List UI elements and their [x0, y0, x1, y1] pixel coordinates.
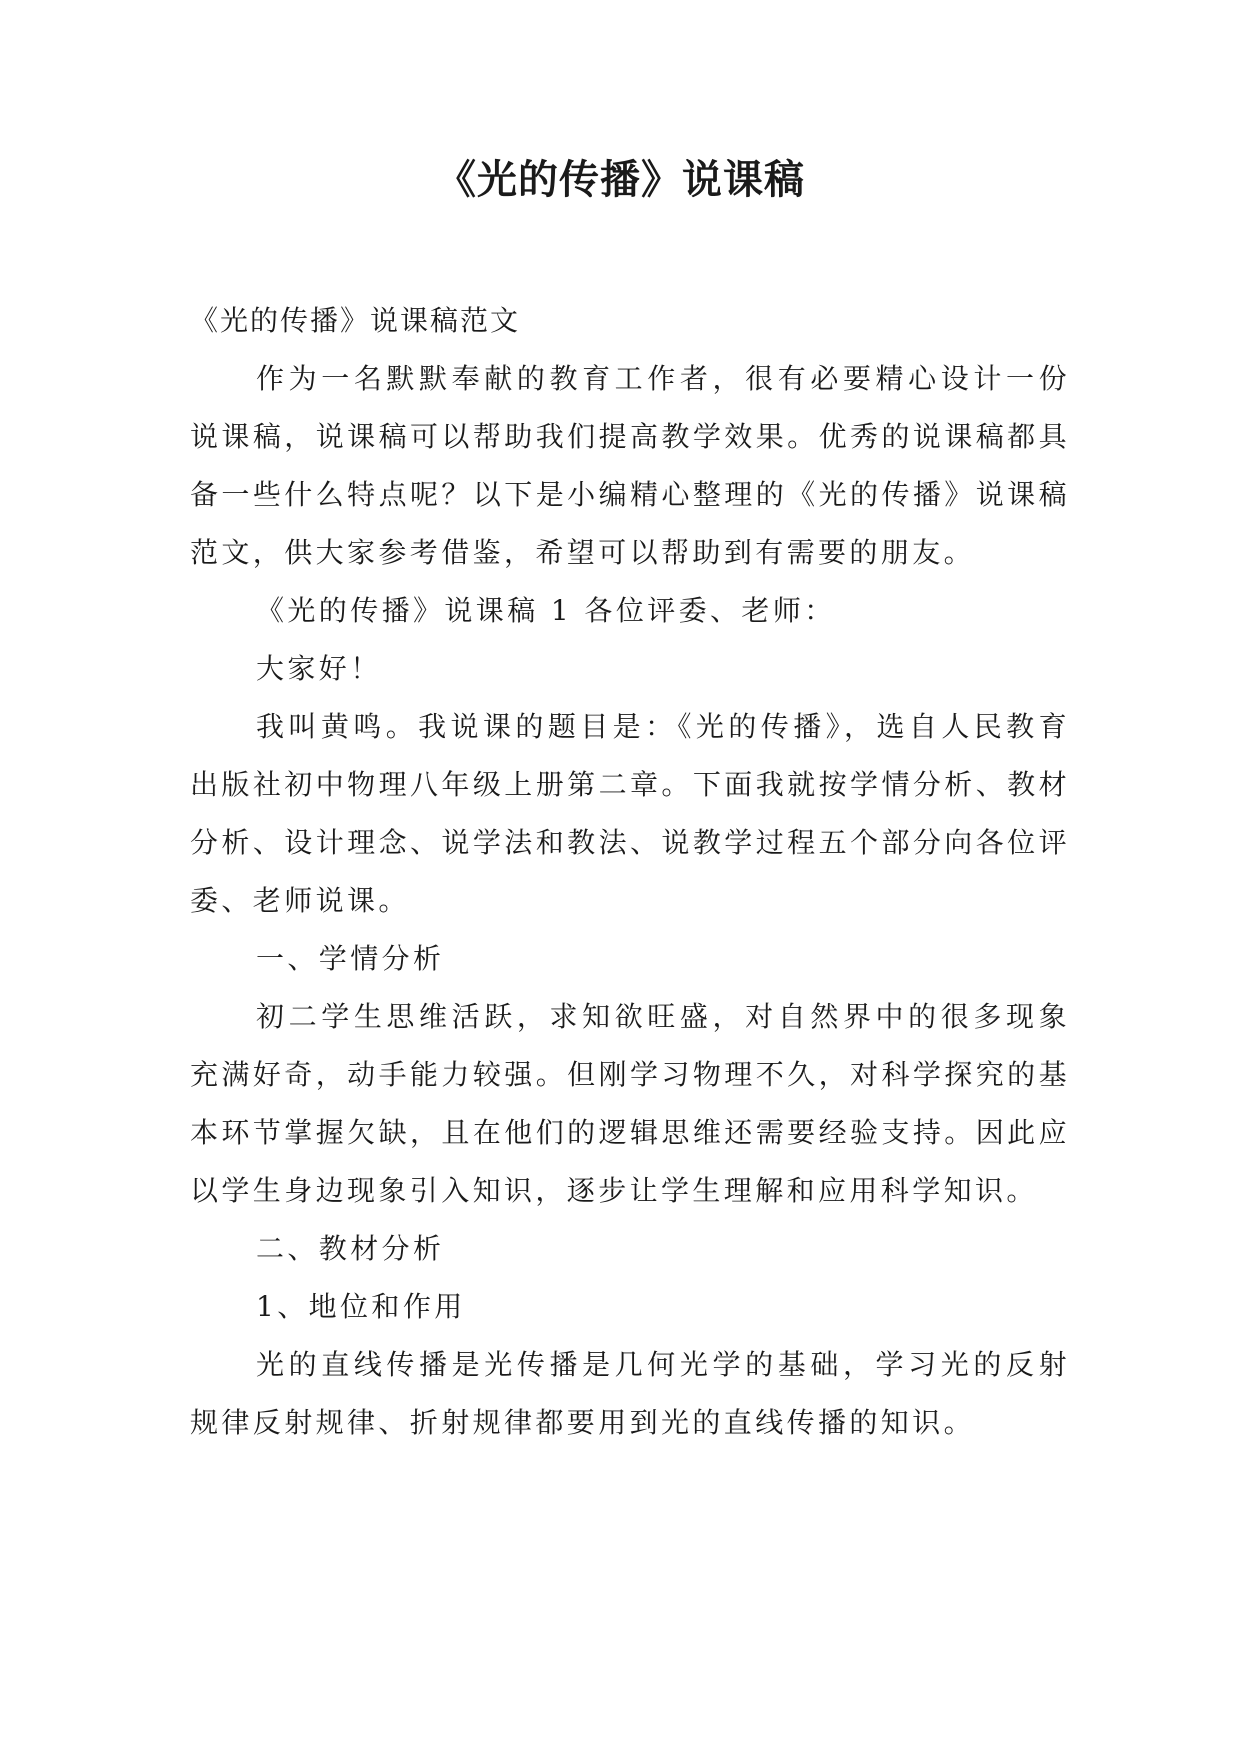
- paragraph-learner-analysis: 初二学生思维活跃，求知欲旺盛，对自然界中的很多现象充满好奇，动手能力较强。但刚学习物理不久，对科学探究的基本环节掌握欠缺，且在他们的逻辑思维还需要经验支持。因此应以学生身边现象引入知识，逐步让学生理解和应用科学知识。: [190, 1000, 1070, 1207]
- paragraph-greeting-heading: 《光的传播》说课稿 1 各位评委、老师：: [256, 594, 836, 627]
- paragraph-greeting: 大家好！: [256, 652, 382, 685]
- paragraph-subtitle: 《光的传播》说课稿范文: [190, 304, 521, 337]
- section-heading-learner-analysis: 一、学情分析: [256, 942, 445, 975]
- paragraph-intro: 作为一名默默奉献的教育工作者，很有必要精心设计一份说课稿，说课稿可以帮助我们提高教学效果。优秀的说课稿都具备一些什么特点呢？以下是小编精心整理的《光的传播》说课稿范文，供大家参考借鉴，希望可以帮助到有需要的朋友。: [190, 362, 1070, 569]
- document-title: 《光的传播》说课稿: [436, 157, 805, 203]
- subsection-heading-role: 1、地位和作用: [256, 1290, 466, 1323]
- section-heading-textbook-analysis: 二、教材分析: [256, 1232, 445, 1265]
- document-body: [190, 292, 1070, 1452]
- paragraph-role: 光的直线传播是光传播是几何光学的基础，学习光的反射规律反射规律、折射规律都要用到光的直线传播的知识。: [190, 1348, 1070, 1439]
- paragraph-self-introduction: 我叫黄鸣。我说课的题目是：《光的传播》，选自人民教育出版社初中物理八年级上册第二章。下面我就按学情分析、教材分析、设计理念、说学法和教法、说教学过程五个部分向各位评委、老师说课。: [190, 710, 1070, 917]
